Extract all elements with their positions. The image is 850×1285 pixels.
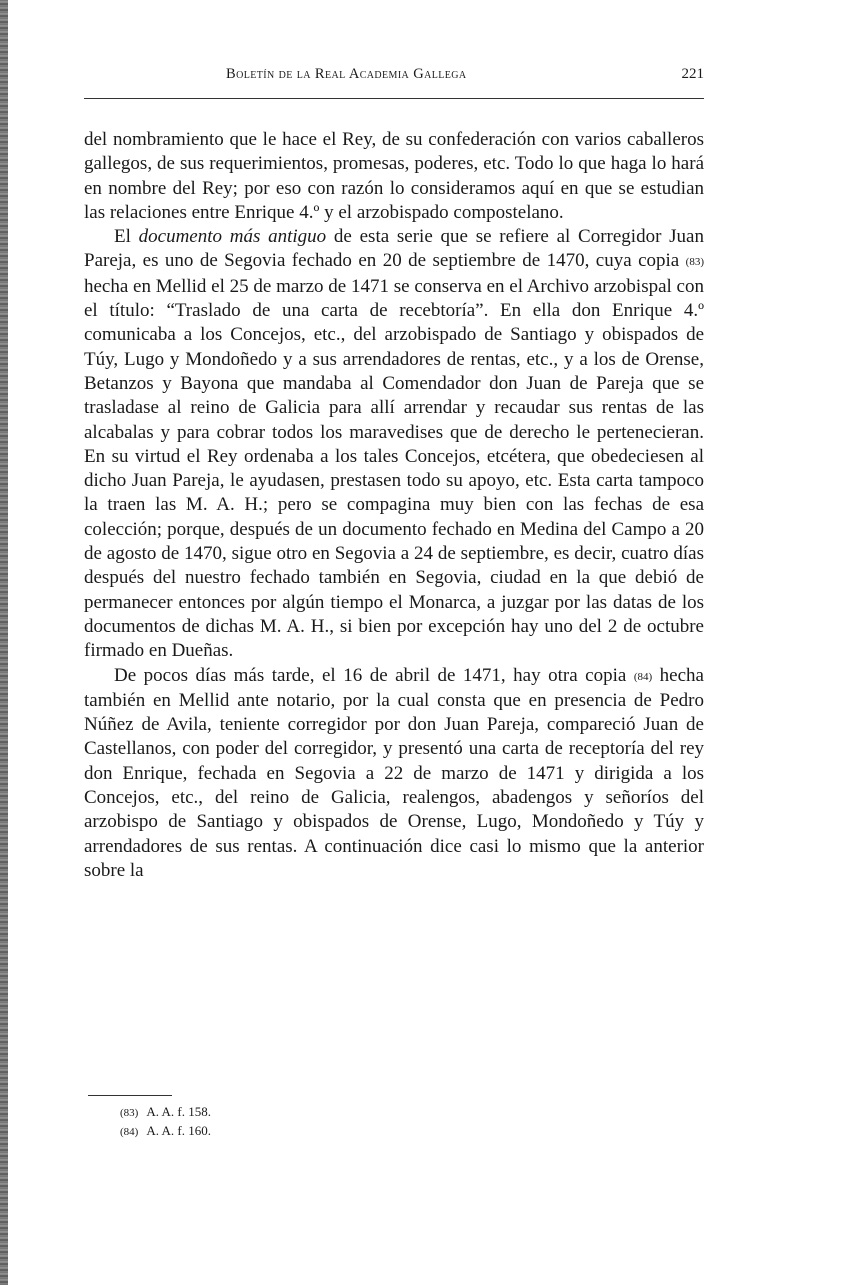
footnote-83 (120, 1103, 211, 1122)
footnote-ref-84: (84) (633, 670, 653, 683)
footnote-text: A. A. f. 158. (146, 1104, 211, 1119)
running-title: Boletín de la Real Academia Gallega (226, 66, 467, 82)
paragraph-2 (84, 225, 704, 663)
footnote-marker: (84) (120, 1126, 139, 1138)
paragraph-3-start: De pocos días más tarde, el 16 de abril de 1471, hay otra copia (114, 664, 634, 686)
footnote-marker: (83) (120, 1107, 139, 1119)
header-rule (84, 98, 704, 99)
footnotes (120, 1103, 211, 1141)
footnote-84 (120, 1122, 211, 1141)
body-text (84, 128, 704, 883)
paragraph-2-end: hecha en Mellid el 25 de marzo de 1471 se conserva en el Archivo arzobispal con el título: “Traslado de una carta de recebtoría”. En ella don Enrique 4.º comunicaba a los Concejos, etc., del arzobispado de Santiago y obispados de Túy, Lugo y Mondoñedo y a sus arrendadores de rentas, etc., y a los de Orense, Betanzos y Bayona que mandaba al Comendador don Juan de Pareja que se trasladase al reino de Galicia para allí arrendar y recaudar sus rentas de las alcabalas y para cobrar todos los maravedises que de derecho le pertenecieran. En su virtud el Rey ordenaba a los tales Concejos, etcétera, que obedeciesen al dicho Juan Pareja, le ayudasen, prestasen todo su apoyo, etc. Esta carta tampoco la traen las M. A. H.; pero se compagina muy bien con las fechas de esa colección; porque, después de un documento fechado en Medina del Campo a 20 de agosto de 1470, sigue otro en Segovia a 24 de septiembre, es decir, cuatro días después del nuestro fechado también en Segovia, ciudad en la que debió de permanecer entonces por algún tiempo el Monarca, a juzgar por las datas de los documentos de dichas M. A. H., si bien por excepción hay uno del 2 de octubre firmado en Dueñas. (84, 275, 704, 662)
page-header (84, 66, 704, 90)
paragraph-3-end: hecha también en Mellid ante notario, por la cual consta que en presencia de Pedro Núñez de Avila, teniente corregidor por don Juan Pareja, compareció Juan de Castellanos, con poder del corregidor, y presentó una carta de receptoría del rey don Enrique, fechada en Segovia a 22 de marzo de 1471 y dirigida a los Concejos, etc., del reino de Galicia, realengos, abadengos y señoríos del arzobispo de Santiago y obispados de Orense, Lugo, Mondoñedo y Túy y arrendadores de sus rentas. A continuación dice casi lo mismo que la anterior sobre la (84, 664, 704, 881)
scanned-page-edge (0, 0, 8, 1285)
footnote-ref-83: (83) (685, 256, 704, 269)
paragraph-2-mid: de esta serie que se refiere al Corregidor Juan Pareja, es uno de Segovia fechado en 20 de septiembre de 1470, cuya copia (84, 226, 704, 272)
paragraph-3 (84, 664, 704, 884)
footnote-text: A. A. f. 160. (146, 1123, 211, 1138)
paragraph-1: del nombramiento que le hace el Rey, de su confederación con varios caballeros gallegos, de sus requerimientos, promesas, poderes, etc. Todo lo que haga lo hará en nombre del Rey; por eso con razón lo consideramos aquí en que se estudian las relaciones entre Enrique 4.º y el arzobispado compostelano. (84, 129, 704, 223)
footnote-rule (88, 1095, 172, 1096)
page-number: 221 (681, 66, 704, 82)
emphasized-phrase: documento más antiguo (138, 226, 327, 248)
paragraph-2-start: El (114, 226, 139, 248)
